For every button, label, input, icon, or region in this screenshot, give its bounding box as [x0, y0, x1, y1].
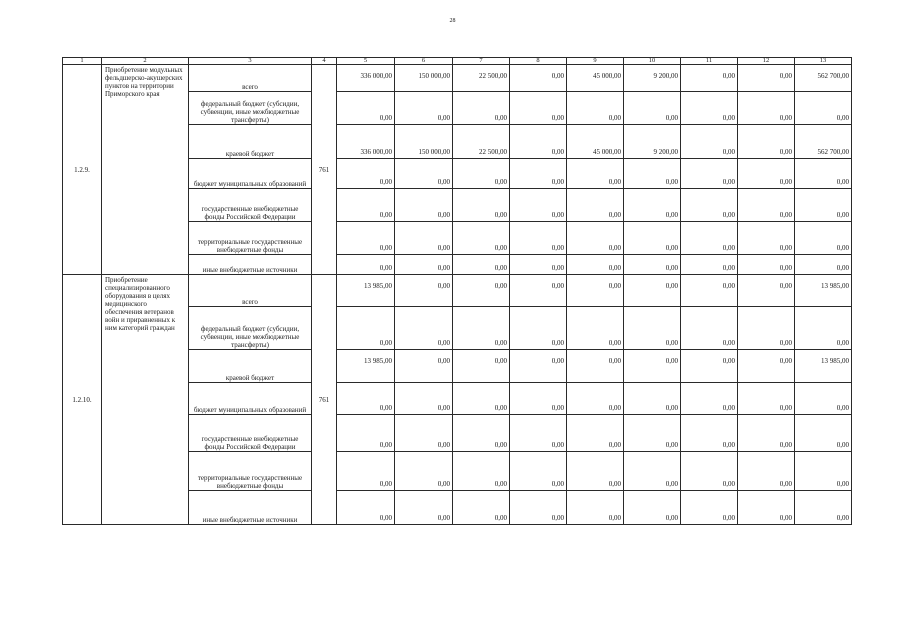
amount-cell: 0,00	[453, 255, 510, 275]
funding-source: бюджет муниципальных образований	[189, 383, 312, 415]
amount-cell: 45 000,00	[567, 125, 624, 159]
funding-source: федеральный бюджет (субсидии, субвенции, иные межбюджетные трансферты)	[189, 92, 312, 125]
funding-source: государственные внебюджетные фонды Российской Федерации	[189, 415, 312, 452]
column-number: 2	[102, 58, 189, 65]
column-number: 9	[567, 58, 624, 65]
amount-cell: 0,00	[337, 415, 395, 452]
funding-source: всего	[189, 275, 312, 307]
amount-cell: 0,00	[738, 275, 795, 307]
amount-cell: 0,00	[567, 307, 624, 350]
amount-cell: 0,00	[624, 92, 681, 125]
amount-cell: 0,00	[795, 222, 852, 255]
amount-cell: 0,00	[738, 222, 795, 255]
amount-cell: 0,00	[395, 255, 453, 275]
amount-cell: 0,00	[624, 350, 681, 383]
amount-cell: 562 700,00	[795, 125, 852, 159]
column-number-row	[63, 58, 852, 65]
item-code: 1.2.9.	[63, 65, 102, 275]
amount-cell: 336 000,00	[337, 125, 395, 159]
amount-cell: 0,00	[510, 275, 567, 307]
amount-cell: 0,00	[510, 255, 567, 275]
amount-cell: 0,00	[510, 383, 567, 415]
amount-cell: 0,00	[738, 383, 795, 415]
amount-cell: 0,00	[681, 159, 738, 189]
amount-cell: 0,00	[510, 125, 567, 159]
amount-cell: 0,00	[567, 92, 624, 125]
amount-cell: 0,00	[738, 415, 795, 452]
column-number: 3	[189, 58, 312, 65]
amount-cell: 0,00	[453, 415, 510, 452]
amount-cell: 0,00	[510, 452, 567, 491]
amount-cell: 562 700,00	[795, 65, 852, 92]
amount-cell: 0,00	[567, 189, 624, 222]
amount-cell: 0,00	[567, 255, 624, 275]
amount-cell: 0,00	[395, 92, 453, 125]
amount-cell: 0,00	[681, 307, 738, 350]
grbs-code: 761	[312, 65, 337, 275]
amount-cell: 0,00	[624, 383, 681, 415]
amount-cell: 0,00	[337, 159, 395, 189]
amount-cell: 0,00	[681, 189, 738, 222]
budget-table	[62, 57, 852, 525]
amount-cell: 0,00	[738, 125, 795, 159]
amount-cell: 0,00	[624, 415, 681, 452]
amount-cell: 0,00	[795, 383, 852, 415]
amount-cell: 0,00	[681, 415, 738, 452]
column-number: 4	[312, 58, 337, 65]
amount-cell: 0,00	[567, 159, 624, 189]
amount-cell: 0,00	[510, 65, 567, 92]
amount-cell: 0,00	[738, 452, 795, 491]
amount-cell: 0,00	[624, 307, 681, 350]
amount-cell: 0,00	[738, 189, 795, 222]
amount-cell: 0,00	[453, 92, 510, 125]
funding-source: иные внебюджетные источники	[189, 491, 312, 525]
amount-cell: 0,00	[395, 222, 453, 255]
funding-source: территориальные государственные внебюджетные фонды	[189, 452, 312, 491]
column-number: 11	[681, 58, 738, 65]
amount-cell: 0,00	[567, 222, 624, 255]
column-number: 8	[510, 58, 567, 65]
amount-cell: 0,00	[395, 275, 453, 307]
amount-cell: 0,00	[567, 275, 624, 307]
page-number: 28	[449, 18, 456, 24]
amount-cell: 0,00	[738, 350, 795, 383]
amount-cell: 0,00	[453, 383, 510, 415]
amount-cell: 0,00	[395, 159, 453, 189]
amount-cell: 0,00	[510, 307, 567, 350]
amount-cell: 0,00	[795, 452, 852, 491]
amount-cell: 0,00	[738, 65, 795, 92]
amount-cell: 0,00	[453, 275, 510, 307]
amount-cell: 0,00	[795, 159, 852, 189]
amount-cell: 0,00	[395, 189, 453, 222]
amount-cell: 0,00	[395, 415, 453, 452]
amount-cell: 150 000,00	[395, 125, 453, 159]
amount-cell: 0,00	[395, 350, 453, 383]
amount-cell: 0,00	[510, 189, 567, 222]
funding-source: краевой бюджет	[189, 125, 312, 159]
table-row	[63, 275, 852, 307]
amount-cell: 0,00	[738, 307, 795, 350]
amount-cell: 0,00	[395, 307, 453, 350]
amount-cell: 22 500,00	[453, 125, 510, 159]
column-number: 10	[624, 58, 681, 65]
column-number: 1	[63, 58, 102, 65]
amount-cell: 0,00	[795, 307, 852, 350]
table-body	[63, 58, 852, 525]
item-name: Приобретение специализированного оборудования в целях медицинского обеспечения ветеранов войн и приравненных к ним категорий граждан	[102, 275, 189, 525]
item-name: Приобретение модульных фельдшерско-акушерских пунктов на территории Приморского края	[102, 65, 189, 275]
amount-cell: 0,00	[624, 275, 681, 307]
amount-cell: 0,00	[624, 255, 681, 275]
amount-cell: 0,00	[567, 452, 624, 491]
amount-cell: 45 000,00	[567, 65, 624, 92]
amount-cell: 0,00	[510, 491, 567, 525]
amount-cell: 0,00	[510, 159, 567, 189]
amount-cell: 0,00	[681, 350, 738, 383]
amount-cell: 0,00	[337, 452, 395, 491]
amount-cell: 0,00	[681, 383, 738, 415]
amount-cell: 0,00	[681, 491, 738, 525]
amount-cell: 13 985,00	[795, 275, 852, 307]
amount-cell: 0,00	[453, 222, 510, 255]
amount-cell: 0,00	[567, 491, 624, 525]
table-row	[63, 65, 852, 92]
amount-cell: 0,00	[337, 255, 395, 275]
amount-cell: 0,00	[453, 491, 510, 525]
amount-cell: 0,00	[567, 415, 624, 452]
amount-cell: 0,00	[337, 92, 395, 125]
funding-source: бюджет муниципальных образований	[189, 159, 312, 189]
amount-cell: 0,00	[510, 415, 567, 452]
amount-cell: 0,00	[795, 92, 852, 125]
column-number: 13	[795, 58, 852, 65]
column-number: 7	[453, 58, 510, 65]
amount-cell: 0,00	[453, 307, 510, 350]
amount-cell: 0,00	[395, 383, 453, 415]
amount-cell: 13 985,00	[337, 350, 395, 383]
amount-cell: 0,00	[681, 222, 738, 255]
amount-cell: 0,00	[624, 491, 681, 525]
funding-source: государственные внебюджетные фонды Российской Федерации	[189, 189, 312, 222]
funding-source: краевой бюджет	[189, 350, 312, 383]
amount-cell: 0,00	[337, 307, 395, 350]
amount-cell: 0,00	[567, 350, 624, 383]
amount-cell: 0,00	[738, 92, 795, 125]
amount-cell: 0,00	[395, 452, 453, 491]
amount-cell: 0,00	[738, 255, 795, 275]
amount-cell: 150 000,00	[395, 65, 453, 92]
amount-cell: 0,00	[795, 255, 852, 275]
amount-cell: 0,00	[795, 491, 852, 525]
amount-cell: 13 985,00	[337, 275, 395, 307]
amount-cell: 0,00	[453, 452, 510, 491]
amount-cell: 0,00	[567, 383, 624, 415]
amount-cell: 0,00	[681, 92, 738, 125]
amount-cell: 0,00	[681, 255, 738, 275]
amount-cell: 0,00	[681, 275, 738, 307]
amount-cell: 0,00	[337, 222, 395, 255]
funding-source: иные внебюджетные источники	[189, 255, 312, 275]
amount-cell: 0,00	[395, 491, 453, 525]
amount-cell: 0,00	[510, 350, 567, 383]
amount-cell: 0,00	[624, 159, 681, 189]
amount-cell: 0,00	[510, 92, 567, 125]
amount-cell: 0,00	[738, 159, 795, 189]
funding-source: всего	[189, 65, 312, 92]
amount-cell: 0,00	[624, 222, 681, 255]
amount-cell: 0,00	[510, 222, 567, 255]
grbs-code: 761	[312, 275, 337, 525]
funding-source: федеральный бюджет (субсидии, субвенции, иные межбюджетные трансферты)	[189, 307, 312, 350]
column-number: 6	[395, 58, 453, 65]
amount-cell: 0,00	[624, 452, 681, 491]
column-number: 12	[738, 58, 795, 65]
item-code: 1.2.10.	[63, 275, 102, 525]
amount-cell: 0,00	[738, 491, 795, 525]
amount-cell: 336 000,00	[337, 65, 395, 92]
amount-cell: 0,00	[453, 189, 510, 222]
amount-cell: 0,00	[795, 189, 852, 222]
amount-cell: 9 200,00	[624, 125, 681, 159]
amount-cell: 13 985,00	[795, 350, 852, 383]
amount-cell: 0,00	[795, 415, 852, 452]
amount-cell: 0,00	[624, 189, 681, 222]
amount-cell: 0,00	[453, 350, 510, 383]
amount-cell: 0,00	[337, 491, 395, 525]
amount-cell: 0,00	[453, 159, 510, 189]
column-number: 5	[337, 58, 395, 65]
amount-cell: 9 200,00	[624, 65, 681, 92]
amount-cell: 0,00	[681, 125, 738, 159]
amount-cell: 0,00	[337, 383, 395, 415]
amount-cell: 0,00	[337, 189, 395, 222]
amount-cell: 0,00	[681, 452, 738, 491]
amount-cell: 22 500,00	[453, 65, 510, 92]
funding-source: территориальные государственные внебюджетные фонды	[189, 222, 312, 255]
amount-cell: 0,00	[681, 65, 738, 92]
